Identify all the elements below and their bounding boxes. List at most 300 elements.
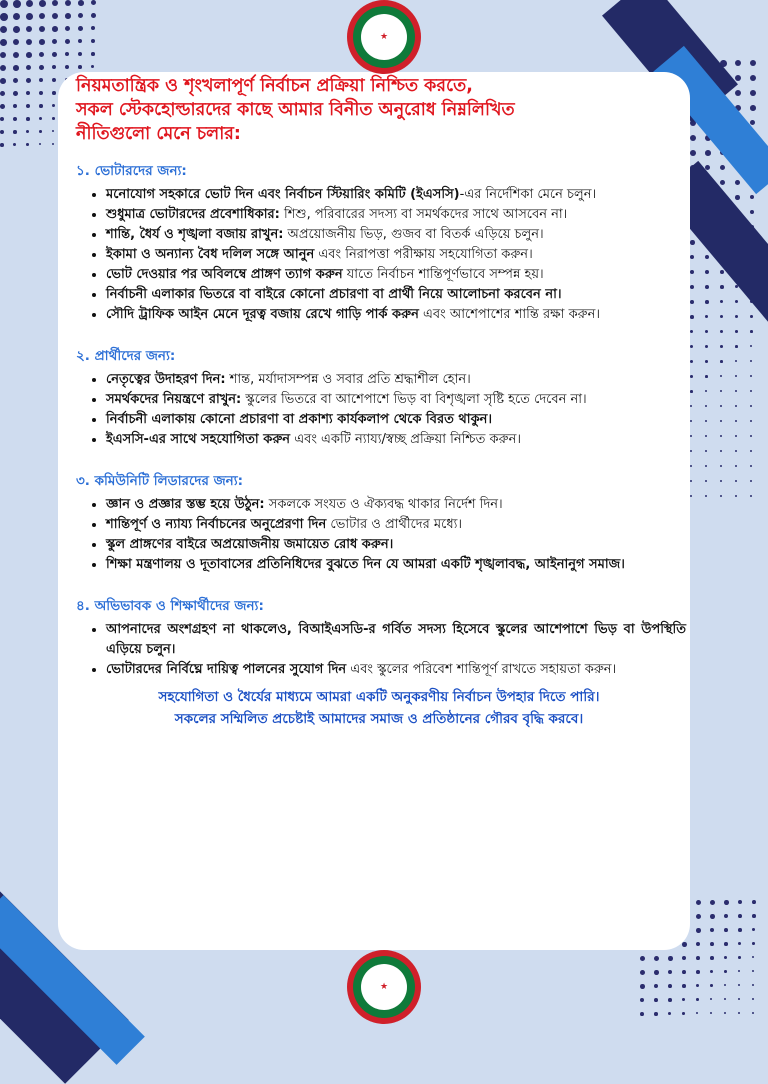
decor-dot bbox=[735, 480, 737, 482]
guideline-emphasis: শুধুমাত্র ভোটারদের প্রবেশাধিকার: bbox=[106, 207, 280, 222]
decor-dot bbox=[26, 130, 29, 133]
decor-dot bbox=[738, 956, 741, 959]
guideline-item bbox=[106, 390, 686, 410]
decor-dot bbox=[0, 130, 4, 134]
decor-dot bbox=[720, 435, 722, 437]
decor-dot bbox=[26, 52, 32, 58]
decor-dot bbox=[13, 39, 19, 45]
decor-dot bbox=[696, 928, 701, 933]
decor-dot bbox=[735, 375, 737, 377]
decor-dot bbox=[720, 330, 723, 333]
decor-dot bbox=[750, 405, 752, 407]
decor-dot bbox=[696, 1012, 698, 1014]
decor-dot bbox=[690, 360, 693, 363]
decor-dot bbox=[690, 135, 696, 141]
decor-dot bbox=[705, 480, 707, 482]
decor-dot bbox=[682, 1012, 685, 1015]
decor-dot bbox=[91, 26, 95, 30]
decor-dot bbox=[724, 942, 728, 946]
decor-dot bbox=[696, 970, 700, 974]
decor-dot bbox=[0, 26, 7, 33]
guideline-text: শান্ত, মর্যাদাসম্পন্ন ও সবার প্রতি শ্রদ্ধাশীল হোন। bbox=[225, 372, 471, 387]
decor-dot bbox=[13, 0, 21, 8]
guideline-emphasis: ইএসসি-এর সাথে সহযোগিতা করুন bbox=[106, 432, 291, 447]
decor-dot bbox=[26, 65, 31, 70]
guideline-item bbox=[106, 305, 686, 325]
guideline-item bbox=[106, 185, 686, 205]
section-title: ৪. অভিভাবক ও শিক্ষার্থীদের জন্য: bbox=[76, 598, 264, 614]
guideline-list bbox=[72, 185, 686, 325]
decor-dot bbox=[690, 390, 693, 393]
guideline-list bbox=[72, 620, 686, 680]
guideline-text: এবং একটি ন্যায্য/স্বচ্ছ প্রক্রিয়া নিশ্চিত করুন। bbox=[290, 432, 521, 447]
decor-dot bbox=[735, 450, 737, 452]
decor-dot bbox=[750, 360, 752, 362]
guideline-emphasis: আপনাদের অংশগ্রহণ না থাকলেও, বিআইএসডি-র গর্বিত সদস্য হিসেবে স্কুলের আশেপাশে ভিড় বা উপস্থিতি এড়িয়ে চলুন। bbox=[106, 622, 686, 657]
guideline-item bbox=[106, 515, 686, 535]
guideline-emphasis: সৌদি ট্রাফিক আইন মেনে দূরত্ব বজায় রেখে গাড়ি পার্ক করুন bbox=[106, 307, 419, 322]
decor-dot bbox=[738, 970, 740, 972]
decor-dot bbox=[735, 195, 740, 200]
decor-dot bbox=[696, 942, 700, 946]
decor-dot bbox=[682, 970, 686, 974]
decor-dot bbox=[13, 130, 17, 134]
decor-dot bbox=[710, 1012, 712, 1014]
guideline-emphasis: নির্বাচনী এলাকায় কোনো প্রচারণা বা প্রকাশ্য কার্যকলাপ থেকে বিরত থাকুন। bbox=[106, 412, 493, 427]
decor-dot bbox=[654, 984, 658, 988]
decor-dot bbox=[0, 0, 8, 8]
decor-dot bbox=[682, 984, 686, 988]
decor-dot bbox=[720, 465, 722, 467]
decor-dot bbox=[26, 39, 32, 45]
decor-dot bbox=[65, 65, 69, 69]
guideline-item bbox=[106, 205, 686, 225]
decor-dot bbox=[705, 390, 707, 392]
decor-dot bbox=[735, 90, 741, 96]
decor-dot bbox=[13, 143, 16, 146]
decor-dot bbox=[52, 143, 54, 145]
decor-dot bbox=[720, 285, 724, 289]
decor-dot bbox=[724, 984, 726, 986]
decor-dot bbox=[690, 450, 692, 452]
decor-dot bbox=[26, 104, 30, 108]
guideline-emphasis: শিক্ষা মন্ত্রণালয় ও দূতাবাসের প্রতিনিধিদের বুঝতে দিন যে আমরা একটি শৃঙ্খলাবদ্ধ, আইনানুগ সমাজ। bbox=[106, 557, 625, 572]
decor-dot bbox=[752, 1012, 754, 1014]
decor-dot bbox=[52, 65, 56, 69]
decor-dot bbox=[39, 39, 45, 45]
decor-dot bbox=[65, 26, 70, 31]
decor-dot bbox=[705, 330, 708, 333]
decor-dot bbox=[668, 998, 672, 1002]
decor-dot bbox=[738, 928, 742, 932]
decor-dot bbox=[13, 26, 20, 33]
guideline-text: যাতে নির্বাচন শান্তিপূর্ণভাবে সম্পন্ন হয়। bbox=[342, 267, 544, 282]
guideline-item bbox=[106, 495, 686, 515]
decor-dot bbox=[750, 90, 756, 96]
decor-dot bbox=[705, 315, 708, 318]
decor-dot bbox=[78, 0, 84, 6]
sections-container bbox=[72, 160, 686, 680]
decor-dot bbox=[39, 52, 44, 57]
decor-dot bbox=[705, 375, 708, 378]
decor-dot bbox=[26, 78, 31, 83]
decor-dot bbox=[39, 117, 42, 120]
decor-dot bbox=[738, 998, 740, 1000]
decor-dot bbox=[39, 143, 41, 145]
decor-dot bbox=[735, 465, 737, 467]
decor-dot bbox=[640, 956, 645, 961]
decor-dot bbox=[0, 65, 6, 71]
decor-dot bbox=[52, 104, 55, 107]
guideline-text: অপ্রয়োজনীয় ভিড়, গুজব বা বিতর্ক এড়িয়ে চলুন। bbox=[283, 227, 544, 242]
decor-dot bbox=[690, 375, 693, 378]
decor-dot bbox=[0, 52, 6, 58]
decor-dot bbox=[52, 130, 54, 132]
decor-dot bbox=[735, 435, 737, 437]
decor-dot bbox=[91, 65, 94, 68]
decor-dot bbox=[735, 180, 740, 185]
decor-dot bbox=[690, 480, 692, 482]
decor-dot bbox=[654, 970, 659, 975]
decor-dot bbox=[13, 13, 20, 20]
decor-dot bbox=[750, 210, 754, 214]
closing-message bbox=[72, 686, 686, 730]
decor-dot bbox=[752, 998, 754, 1000]
decor-dot bbox=[710, 928, 714, 932]
decor-dot bbox=[65, 39, 70, 44]
decor-dot bbox=[752, 942, 755, 945]
decor-dot bbox=[710, 900, 715, 905]
decor-dot bbox=[690, 300, 694, 304]
decor-dot bbox=[654, 1012, 658, 1016]
guideline-text: শিশু, পরিবারের সদস্য বা সমর্থকদের সাথে আসবেন না। bbox=[279, 207, 568, 222]
closing-line1: সহযোগিতা ও ধৈর্যের মাধ্যমে আমরা একটি অনুকরণীয় নির্বাচন উপহার দিতে পারি। bbox=[158, 689, 600, 705]
decor-dot bbox=[752, 914, 756, 918]
guideline-text: সকলকে সংযত ও ঐক্যবদ্ধ থাকার নির্দেশ দিন। bbox=[264, 497, 503, 512]
decor-dot bbox=[640, 1012, 644, 1016]
decor-dot bbox=[720, 300, 723, 303]
decor-dot bbox=[654, 956, 659, 961]
decor-dot bbox=[91, 13, 96, 18]
decor-dot bbox=[724, 956, 727, 959]
guideline-text: এবং স্কুলের পরিবেশ শান্তিপূর্ণ রাখতে সহায়তা করুন। bbox=[346, 662, 617, 677]
decor-dot bbox=[705, 420, 707, 422]
guideline-item bbox=[106, 225, 686, 245]
decor-dot bbox=[750, 480, 752, 482]
guideline-item bbox=[106, 535, 686, 555]
decor-dot bbox=[640, 984, 645, 989]
decor-dot bbox=[735, 360, 737, 362]
guideline-emphasis: শান্তিপূর্ণ ও ন্যায্য নির্বাচনের অনুপ্রেরণা দিন bbox=[106, 517, 327, 532]
decor-dot bbox=[720, 270, 724, 274]
decor-dot bbox=[750, 195, 754, 199]
decor-dot bbox=[735, 405, 737, 407]
decor-dot bbox=[78, 39, 82, 43]
decor-dot bbox=[720, 345, 723, 348]
decor-dot bbox=[735, 390, 737, 392]
decor-dot bbox=[78, 13, 83, 18]
decor-dot bbox=[752, 928, 755, 931]
decor-dot bbox=[26, 117, 30, 121]
decor-dot bbox=[705, 300, 709, 304]
decor-dot bbox=[738, 900, 742, 904]
decor-dot bbox=[710, 956, 714, 960]
decor-dot bbox=[720, 360, 723, 363]
guideline-text: ভোটার ও প্রার্থীদের মধ্যে। bbox=[326, 517, 463, 532]
decor-dot bbox=[13, 91, 18, 96]
decor-dot bbox=[26, 0, 33, 7]
guideline-emphasis: স্কুল প্রাঙ্গণের বাইরে অপ্রয়োজনীয় জমায়েত রোধ করুন। bbox=[106, 537, 394, 552]
decor-dot bbox=[710, 914, 715, 919]
decor-dot bbox=[705, 465, 707, 467]
guideline-text: এবং নিরাপত্তা পরীক্ষায় সহযোগিতা করুন। bbox=[314, 247, 533, 262]
decor-dot bbox=[696, 956, 700, 960]
decor-dot bbox=[0, 39, 7, 46]
decor-dot bbox=[752, 900, 756, 904]
decor-dot bbox=[710, 998, 712, 1000]
guideline-emphasis: ইকামা ও অন্যান্য বৈধ দলিল সঙ্গে আনুন bbox=[106, 247, 315, 262]
decor-dot bbox=[735, 495, 737, 497]
headline bbox=[72, 74, 686, 146]
decor-dot bbox=[735, 420, 737, 422]
guideline-item bbox=[106, 410, 686, 430]
decor-dot bbox=[640, 998, 644, 1002]
decor-dot bbox=[710, 970, 713, 973]
decor-dot bbox=[690, 345, 693, 348]
decor-dot bbox=[738, 1012, 740, 1014]
decor-dot bbox=[0, 78, 6, 84]
decor-dot bbox=[720, 375, 722, 377]
decor-dot bbox=[690, 240, 695, 245]
decor-dot bbox=[26, 143, 29, 146]
decor-dot bbox=[750, 120, 755, 125]
decor-dot bbox=[682, 998, 685, 1001]
decor-dot bbox=[39, 130, 42, 133]
decor-dot bbox=[724, 970, 727, 973]
decor-dot bbox=[720, 495, 722, 497]
decor-dot bbox=[750, 465, 752, 467]
headline-line3: নীতিগুলো মেনে চলার: bbox=[76, 124, 241, 144]
decor-dot bbox=[640, 970, 645, 975]
decor-dot bbox=[752, 984, 754, 986]
decor-dot bbox=[0, 117, 4, 121]
notice-content bbox=[72, 74, 686, 730]
decor-dot bbox=[690, 285, 694, 289]
decor-dot bbox=[710, 942, 714, 946]
decor-dot bbox=[720, 480, 722, 482]
decor-dot bbox=[750, 450, 752, 452]
decor-dot bbox=[738, 984, 740, 986]
decor-dot bbox=[724, 900, 729, 905]
decor-dot bbox=[690, 150, 696, 156]
decor-dot bbox=[724, 928, 728, 932]
decor-dot bbox=[13, 104, 17, 108]
decor-dot bbox=[720, 180, 725, 185]
decor-dot bbox=[690, 315, 694, 319]
decor-dot bbox=[720, 405, 722, 407]
guideline-text: -এর নির্দেশিকা মেনে চলুন। bbox=[459, 187, 597, 202]
decor-dot bbox=[668, 970, 672, 974]
decor-dot bbox=[39, 104, 43, 108]
guideline-item bbox=[106, 370, 686, 390]
decor-dot bbox=[724, 1012, 726, 1014]
decor-dot bbox=[750, 315, 753, 318]
decor-dot bbox=[724, 914, 728, 918]
guideline-emphasis: সমর্থকদের নিয়ন্ত্রণে রাখুন: bbox=[106, 392, 242, 407]
section-title: ১. ভোটারদের জন্য: bbox=[76, 163, 187, 179]
section-title: ৩. কমিউনিটি লিডারদের জন্য: bbox=[76, 473, 244, 489]
decor-dot bbox=[750, 495, 752, 497]
guideline-emphasis: শান্তি, ধৈর্য ও শৃঙ্খলা বজায় রাখুন: bbox=[106, 227, 284, 242]
decor-dot bbox=[705, 495, 707, 497]
decor-dot bbox=[65, 52, 69, 56]
decor-dot bbox=[710, 984, 713, 987]
decor-dot bbox=[668, 956, 673, 961]
decor-dot bbox=[0, 143, 4, 147]
decor-dot bbox=[0, 91, 5, 96]
decor-dot bbox=[39, 65, 44, 70]
decor-dot bbox=[78, 26, 83, 31]
decor-dot bbox=[690, 435, 692, 437]
decor-dot bbox=[724, 998, 726, 1000]
decor-dot bbox=[752, 970, 754, 972]
decor-dot bbox=[52, 52, 57, 57]
guideline-item bbox=[106, 245, 686, 265]
section-title: ২. প্রার্থীদের জন্য: bbox=[76, 348, 176, 364]
decor-dot bbox=[750, 420, 752, 422]
decor-dot bbox=[52, 91, 56, 95]
decor-dot bbox=[52, 78, 56, 82]
closing-line2: সকলের সম্মিলিত প্রচেষ্টাই আমাদের সমাজ ও প্রতিষ্ঠানের গৌরব বৃদ্ধি করবে। bbox=[174, 711, 584, 727]
decor-dot bbox=[668, 1012, 671, 1015]
decor-dot bbox=[720, 390, 722, 392]
guideline-list bbox=[72, 370, 686, 450]
decor-dot bbox=[705, 150, 711, 156]
decor-dot bbox=[91, 39, 95, 43]
decor-dot bbox=[39, 78, 43, 82]
decor-dot bbox=[750, 435, 752, 437]
decor-dot bbox=[705, 435, 707, 437]
decor-dot bbox=[91, 0, 96, 5]
guideline-item bbox=[106, 660, 686, 680]
guideline-item bbox=[106, 285, 686, 305]
decor-dot bbox=[52, 0, 58, 6]
school-emblem-bottom-icon: ★ bbox=[347, 950, 421, 1024]
decor-dot bbox=[654, 998, 658, 1002]
decor-dot bbox=[91, 52, 95, 56]
decor-dot bbox=[735, 345, 738, 348]
decor-dot bbox=[705, 405, 707, 407]
decor-dot bbox=[720, 420, 722, 422]
decor-dot bbox=[720, 450, 722, 452]
decor-dot bbox=[13, 65, 19, 71]
decor-dot bbox=[668, 984, 672, 988]
decor-dot bbox=[750, 390, 752, 392]
decor-dot bbox=[735, 75, 741, 81]
guideline-item bbox=[106, 430, 686, 450]
decor-dot bbox=[705, 255, 709, 259]
decor-dot bbox=[696, 900, 701, 905]
decor-dot bbox=[26, 91, 30, 95]
decor-dot bbox=[65, 0, 71, 6]
guideline-emphasis: ভোটারদের নির্বিঘ্নে দায়িত্ব পালনের সুযোগ দিন bbox=[106, 662, 347, 677]
decor-dot bbox=[738, 942, 741, 945]
decor-dot bbox=[52, 117, 55, 120]
guideline-list bbox=[72, 495, 686, 575]
decor-dot bbox=[39, 91, 43, 95]
decor-dot bbox=[78, 65, 82, 69]
decor-dot bbox=[735, 315, 738, 318]
decor-dot bbox=[705, 450, 707, 452]
decor-dot bbox=[696, 984, 699, 987]
decor-dot bbox=[705, 360, 708, 363]
decor-dot bbox=[39, 0, 46, 7]
headline-line1: নিয়মতান্ত্রিক ও শৃংখলাপূর্ণ নির্বাচন প্রক্রিয়া নিশ্চিত করতে, bbox=[76, 76, 473, 96]
guideline-item bbox=[106, 555, 686, 575]
decor-dot bbox=[750, 105, 756, 111]
guideline-emphasis: মনোযোগ সহকারে ভোট দিন এবং নির্বাচন স্টিয়ারিং কমিটি (ইএসসি) bbox=[106, 187, 460, 202]
decor-dot bbox=[682, 956, 686, 960]
decor-dot bbox=[52, 13, 58, 19]
guideline-emphasis: নির্বাচনী এলাকার ভিতরে বা বাইরে কোনো প্রচারণা বা প্রার্থী নিয়ে আলোচনা করবেন না। bbox=[106, 287, 562, 302]
decor-dot bbox=[690, 420, 692, 422]
decor-dot bbox=[735, 300, 738, 303]
guideline-text: স্কুলের ভিতরে বা আশেপাশে ভিড় বা বিশৃঙ্খলা সৃষ্টি হতে দেবেন না। bbox=[241, 392, 587, 407]
decor-dot bbox=[735, 330, 738, 333]
decor-dot bbox=[690, 330, 693, 333]
decor-dot bbox=[696, 998, 699, 1001]
decor-dot bbox=[690, 465, 692, 467]
headline-line2: সকল স্টেকহোল্ডারদের কাছে আমার বিনীত অনুরোধ নিম্নলিখিত bbox=[76, 100, 515, 120]
guideline-emphasis: ভোট দেওয়ার পর অবিলম্বে প্রাঙ্গণ ত্যাগ করুন bbox=[106, 267, 343, 282]
decor-dot bbox=[52, 26, 58, 32]
guideline-text: এবং আশেপাশের শান্তি রক্ষা করুন। bbox=[418, 307, 601, 322]
decor-dot bbox=[26, 26, 32, 32]
decor-dot bbox=[750, 60, 756, 66]
guideline-emphasis: জ্ঞান ও প্রজ্ঞার স্তম্ভ হয়ে উঠুন: bbox=[106, 497, 265, 512]
decor-dot bbox=[0, 13, 8, 21]
decor-dot bbox=[720, 165, 725, 170]
decor-dot bbox=[0, 104, 5, 109]
decor-dot bbox=[750, 75, 756, 81]
guideline-item bbox=[106, 265, 686, 285]
decor-dot bbox=[39, 26, 45, 32]
school-emblem-icon: ★ bbox=[347, 0, 421, 74]
decor-dot bbox=[735, 60, 741, 66]
decor-dot bbox=[690, 495, 692, 497]
decor-dot bbox=[690, 405, 692, 407]
guideline-emphasis: নেতৃত্বের উদাহরণ দিন: bbox=[106, 372, 226, 387]
decor-dot bbox=[696, 914, 701, 919]
decor-dot bbox=[13, 78, 18, 83]
decor-dot bbox=[750, 345, 752, 347]
decor-dot bbox=[705, 345, 708, 348]
decor-dot bbox=[39, 13, 45, 19]
decor-dot bbox=[690, 270, 694, 274]
decor-dot bbox=[750, 375, 752, 377]
decor-dot bbox=[52, 39, 57, 44]
decor-dot bbox=[705, 270, 709, 274]
decor-dot bbox=[690, 255, 694, 259]
decor-dot bbox=[720, 315, 723, 318]
decor-dot bbox=[682, 942, 687, 947]
decor-dot bbox=[78, 52, 82, 56]
decor-dot bbox=[26, 13, 33, 20]
decor-dot bbox=[13, 52, 19, 58]
decor-dot bbox=[738, 914, 742, 918]
decor-dot bbox=[13, 117, 17, 121]
decor-dot bbox=[750, 330, 753, 333]
